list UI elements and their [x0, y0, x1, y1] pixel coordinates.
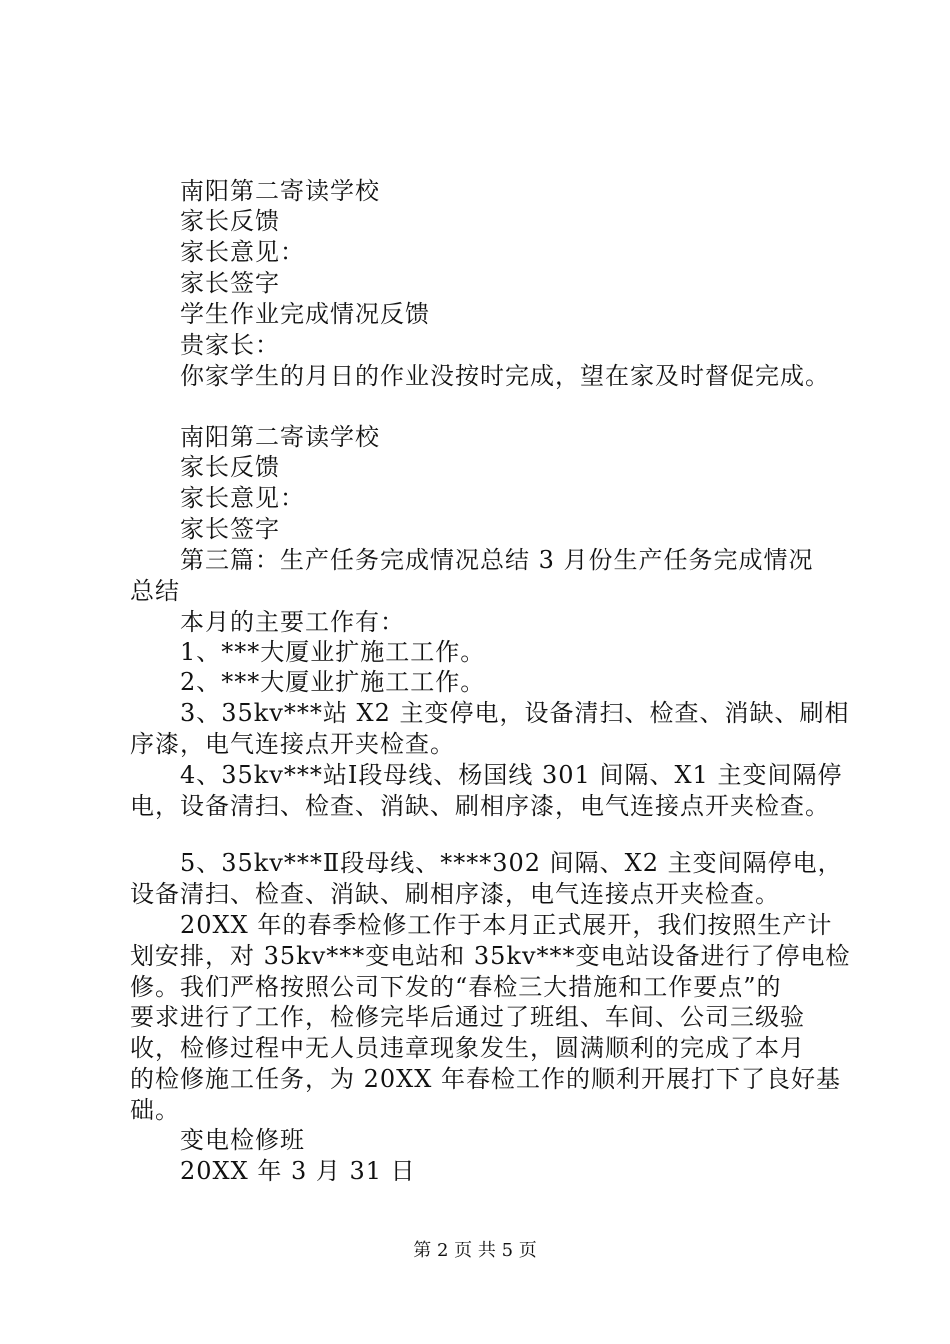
summary-para-6: 的检修施工任务，为 20XX 年春检工作的顺利开展打下了良好基 [130, 1065, 841, 1093]
work-item-5-cont: 设备清扫、检查、消缺、刷相序漆，电气连接点开夹检查。 [130, 880, 780, 908]
parent-signature-1: 家长签字 [180, 269, 280, 297]
homework-feedback-title: 学生作业完成情况反馈 [180, 300, 430, 328]
parent-opinion-2: 家长意见： [180, 484, 305, 512]
school-name-2: 南阳第二寄读学校 [180, 423, 380, 451]
parent-signature-2: 家长签字 [180, 515, 280, 543]
notice-text: 你家学生的月日的作业没按时完成，望在家及时督促完成。 [180, 362, 830, 390]
parent-opinion-1: 家长意见： [180, 238, 305, 266]
page-number-footer: 第 2 页 共 5 页 [413, 1240, 537, 1261]
work-intro: 本月的主要工作有： [180, 608, 405, 636]
work-item-5: 5、35kv***Ⅱ段母线、****302 间隔、X2 主变间隔停电， [180, 849, 843, 877]
section-heading: 第三篇：生产任务完成情况总结 3 月份生产任务完成情况 [180, 546, 814, 574]
summary-para-3: 修。我们严格按照公司下发的“春检三大措施和工作要点”的 [130, 973, 782, 1001]
school-name-1: 南阳第二寄读学校 [180, 177, 380, 205]
section-heading-cont: 总结 [130, 577, 180, 605]
summary-para-7: 础。 [130, 1096, 180, 1124]
work-item-2: 2、***大厦业扩施工工作。 [180, 668, 486, 696]
report-date: 20XX 年 3 月 31 日 [180, 1157, 416, 1185]
parent-feedback-1: 家长反馈 [180, 207, 280, 235]
work-item-3: 3、35kv***站 X2 主变停电，设备清扫、检查、消缺、刷相 [180, 699, 850, 727]
summary-para-1: 20XX 年的春季检修工作于本月正式展开，我们按照生产计 [180, 911, 833, 939]
summary-para-2: 划安排，对 35kv***变电站和 35kv***变电站设备进行了停电检 [130, 942, 851, 970]
salutation: 贵家长： [180, 331, 280, 359]
summary-para-5: 收，检修过程中无人员违章现象发生，圆满顺利的完成了本月 [130, 1034, 805, 1062]
work-item-4: 4、35kv***站Ⅰ段母线、杨国线 301 间隔、X1 主变间隔停 [180, 761, 843, 789]
parent-feedback-2: 家长反馈 [180, 453, 280, 481]
summary-para-4: 要求进行了工作，检修完毕后通过了班组、车间、公司三级验 [130, 1003, 805, 1031]
work-item-3-cont: 序漆，电气连接点开夹检查。 [130, 730, 455, 758]
work-item-1: 1、***大厦业扩施工工作。 [180, 638, 486, 666]
team-signature: 变电检修班 [180, 1126, 305, 1154]
work-item-4-cont: 电，设备清扫、检查、消缺、刷相序漆，电气连接点开夹检查。 [130, 792, 830, 820]
